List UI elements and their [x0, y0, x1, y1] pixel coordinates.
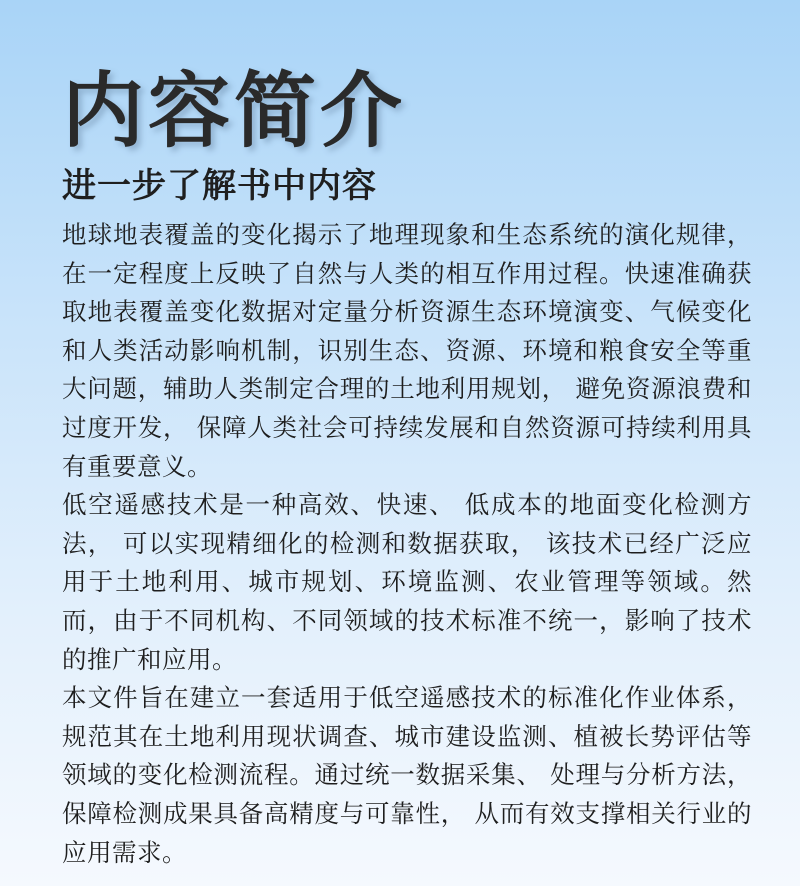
paragraph-document-purpose: 本文件旨在建立一套适用于低空遥感技术的标准化作业体系，规范其在土地利用现状调查、城市建设监测、植被长势评估等领域的变化检测流程。通过统一数据采集、 处理与分析方法，保障检测成果具备高精度与可靠性， 从而有效支撑相关行业的应用需求。	[62, 683, 752, 867]
paragraph-low-altitude-remote-sensing: 低空遥感技术是一种高效、快速、 低成本的地面变化检测方法， 可以实现精细化的检测和数据获取， 该技术已经广泛应用于土地利用、城市规划、环境监测、农业管理等领域。然而，由于不同机构、不同领域的技术标准不统一，影响了技术的推广和应用。	[62, 490, 752, 674]
content-intro-section	[62, 62, 752, 872]
page-subtitle: 进一步了解书中内容	[62, 166, 377, 206]
page-title: 内容简介	[62, 64, 407, 159]
paragraph-land-cover: 地球地表覆盖的变化揭示了地理现象和生态系统的演化规律， 在一定程度上反映了自然与人类的相互作用过程。快速准确获取地表覆盖变化数据对定量分析资源生态环境演变、气候变化和人类活动影响机制，识别生态、资源、环境和粮食安全等重大问题，辅助人类制定合理的土地利用规划， 避免资源浪费和过度开发， 保障人类社会可持续发展和自然资源可持续利用具有重要意义。	[62, 220, 752, 481]
